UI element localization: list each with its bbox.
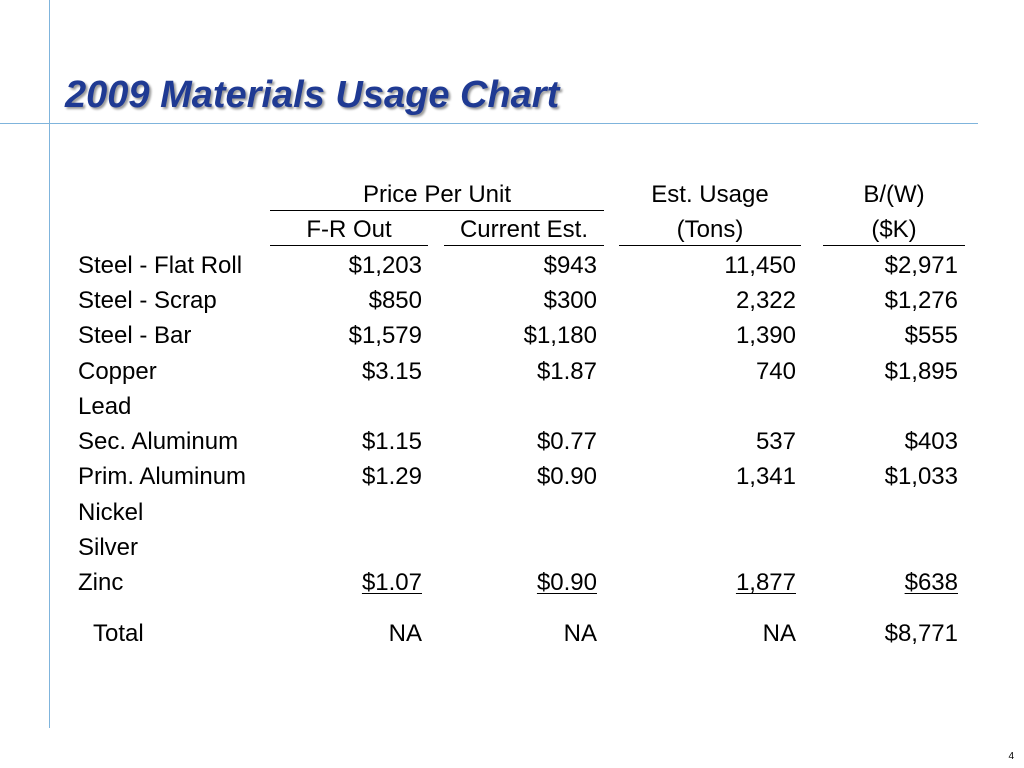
cell-current-est: $0.77 [536,428,597,455]
cell-usage: 740 [755,358,796,385]
header-bw-rule [823,245,965,246]
cell-current-est: $0.90 [536,569,597,596]
row-label: Nickel [78,499,144,526]
cell-usage: 537 [755,428,796,455]
cell-fr-out: $1.29 [361,463,422,490]
cell-bw: $555 [904,322,958,349]
header-fr-out-rule [270,245,428,246]
total-label: Total [93,620,144,647]
row-label: Steel - Bar [78,322,192,349]
horizontal-guide-line [0,123,978,124]
row-label: Zinc [78,569,124,596]
cell-current-est: $300 [543,287,597,314]
cell-bw: $1,895 [884,358,958,385]
row-label: Steel - Scrap [78,287,217,314]
cell-fr-out: $1.07 [361,569,422,596]
cell-bw: $403 [904,428,958,455]
cell-current-est: $0.90 [536,463,597,490]
page-number: 4 [1008,751,1014,762]
row-label: Lead [78,393,132,420]
cell-fr-out: $1.15 [361,428,422,455]
cell-bw: $1,276 [884,287,958,314]
row-label: Prim. Aluminum [78,463,247,490]
header-est-usage-rule [619,245,801,246]
cell-bw: $2,971 [884,252,958,279]
cell-bw: $1,033 [884,463,958,490]
header-price-per-unit: Price Per Unit [362,181,512,208]
cell-fr-out: $1,203 [348,252,422,279]
total-usage: NA [762,620,796,647]
cell-usage: 11,450 [724,252,796,279]
cell-usage: 2,322 [735,287,796,314]
cell-fr-out: $3.15 [361,358,422,385]
header-k: ($K) [871,216,917,243]
cell-usage: 1,390 [735,322,796,349]
cell-current-est: $1,180 [523,322,597,349]
total-bw: $8,771 [884,620,958,647]
cell-fr-out: $850 [368,287,422,314]
header-current-est-rule [444,245,604,246]
cell-usage: 1,341 [735,463,796,490]
row-label: Sec. Aluminum [78,428,239,455]
cell-current-est: $1.87 [536,358,597,385]
total-current-est: NA [563,620,597,647]
total-fr-out: NA [388,620,422,647]
header-est-usage: Est. Usage [651,181,769,208]
row-label: Steel - Flat Roll [78,252,243,279]
cell-current-est: $943 [543,252,597,279]
cell-fr-out: $1,579 [348,322,422,349]
cell-usage: 1,877 [735,569,796,596]
header-current-est: Current Est. [459,216,589,243]
header-tons: (Tons) [676,216,744,243]
header-price-per-unit-rule [270,210,604,211]
page-title: 2009 Materials Usage Chart [65,74,560,116]
header-fr-out: F-R Out [306,216,392,243]
cell-bw: $638 [904,569,958,596]
row-label: Silver [78,534,139,561]
row-label: Copper [78,358,157,385]
vertical-guide-line [49,0,50,728]
header-bw: B/(W) [863,181,925,208]
